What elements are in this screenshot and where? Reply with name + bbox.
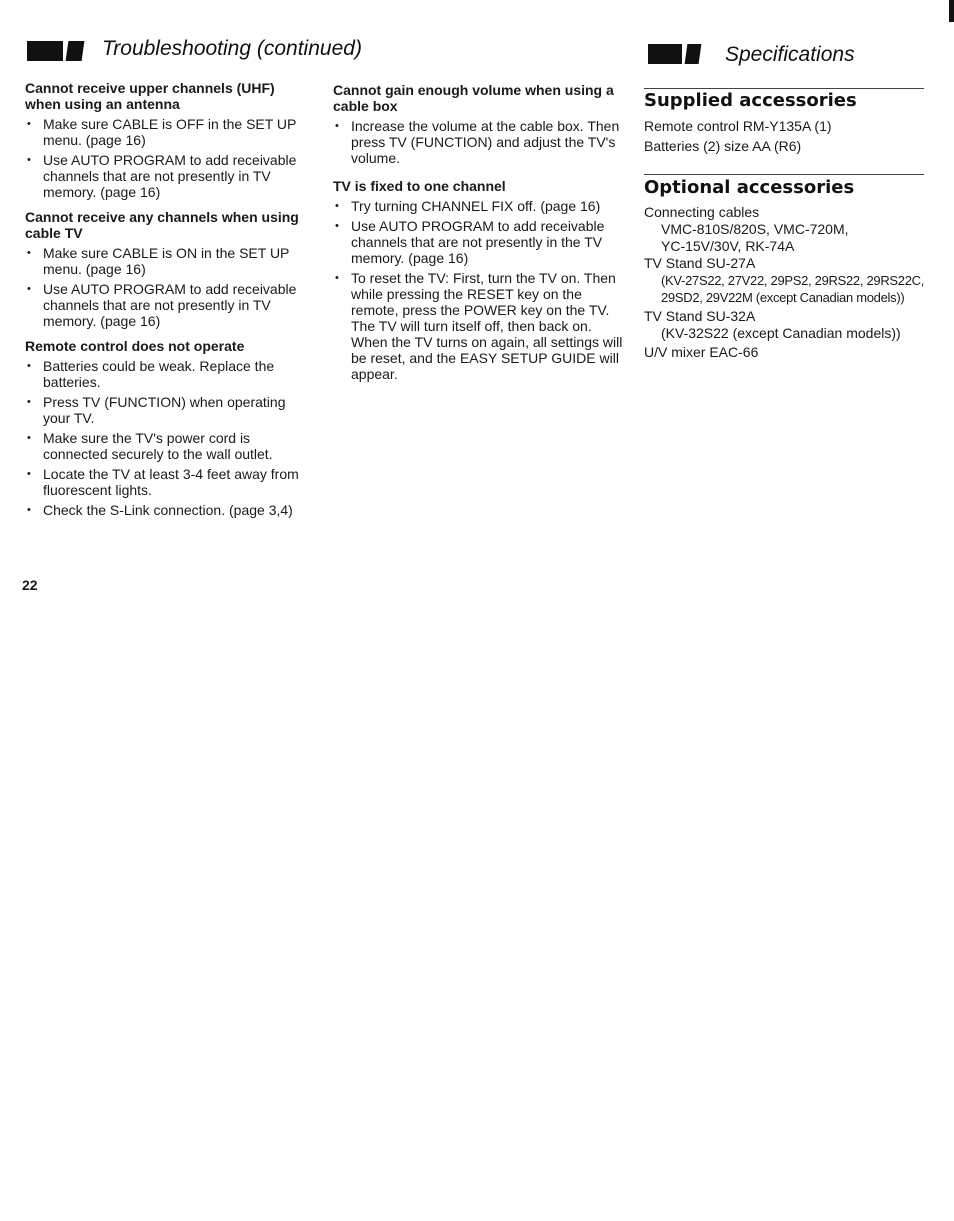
accessory-models: (KV-32S22 (except Canadian models)) [661,325,901,341]
accessory-line: Remote control RM-Y135A (1) [644,118,832,134]
supplied-accessories-list [644,116,934,156]
bullet-list [333,198,623,382]
list-item: • Press TV (FUNCTION) when operating your TV. [25,394,310,426]
bullet-list [333,118,623,166]
left-column [25,80,310,527]
list-item: • Locate the TV at least 3-4 feet away from fluorescent lights. [25,466,310,498]
accessory-models: YC-15V/30V, RK-74A [661,238,795,254]
accessory-models: (KV-27S22, 27V22, 29PS2, 29RS22, 29RS22C, 29SD2, 29V22M (except Canadian models)) [661,273,925,305]
specifications-title: Specifications [725,43,855,66]
divider [644,174,924,175]
accessory-label: TV Stand SU-27A [644,255,756,271]
optional-accessories-heading: Optional accessories [644,177,855,198]
bullet-list [25,358,310,518]
accessory-line: Batteries (2) size AA (R6) [644,138,802,154]
section-heading: Remote control does not operate [25,338,245,354]
list-item: • Try turning CHANNEL FIX off. (page 16) [333,198,623,214]
section-marker-icon [27,41,83,61]
section-marker-icon [648,44,700,64]
accessory-label: Connecting cables [644,204,760,220]
page-number: 22 [22,577,38,593]
accessory-label: U/V mixer EAC-66 [644,344,759,360]
bullet-list [25,245,310,329]
accessory-label: TV Stand SU-32A [644,308,756,324]
list-item: • Make sure CABLE is OFF in the SET UP menu. (page 16) [25,116,310,148]
supplied-accessories-heading: Supplied accessories [644,90,857,111]
list-item: • Check the S-Link connection. (page 3,4) [25,502,310,518]
list-item: • Make sure the TV's power cord is connected securely to the wall outlet. [25,430,310,462]
list-item: • Make sure CABLE is ON in the SET UP menu. (page 16) [25,245,310,277]
list-item: • Batteries could be weak. Replace the batteries. [25,358,310,390]
list-item: • Use AUTO PROGRAM to add receivable channels that are not presently in TV memory. (page 16) [25,152,310,200]
list-item: • Increase the volume at the cable box. Then press TV (FUNCTION) and adjust the TV's volume. [333,118,623,166]
section-heading: Cannot receive upper channels (UHF) when using an antenna [25,80,275,112]
troubleshooting-title: Troubleshooting (continued) [102,37,362,60]
section-heading: Cannot gain enough volume when using a cable box [333,82,614,114]
optional-accessories-list [644,204,944,361]
bullet-list [25,116,310,200]
list-item: • Use AUTO PROGRAM to add receivable channels that are not presently in TV memory. (page 16) [25,281,310,329]
divider [644,88,924,89]
section-heading: TV is fixed to one channel [333,178,506,194]
list-item: • To reset the TV: First, turn the TV on. Then while pressing the RESET key on the remote, press the POWER key on the TV. The TV will turn itself off, then back on. When the TV turns on again, all settings will be reset, and the EASY SETUP GUIDE will appear. [333,270,623,382]
section-heading: Cannot receive any channels when using cable TV [25,209,299,241]
middle-column [333,82,623,391]
list-item: • Use AUTO PROGRAM to add receivable channels that are not presently in the TV memory. (page 16) [333,218,623,266]
page-edge-mark [949,0,954,22]
accessory-models: VMC-810S/820S, VMC-720M, [661,221,849,237]
